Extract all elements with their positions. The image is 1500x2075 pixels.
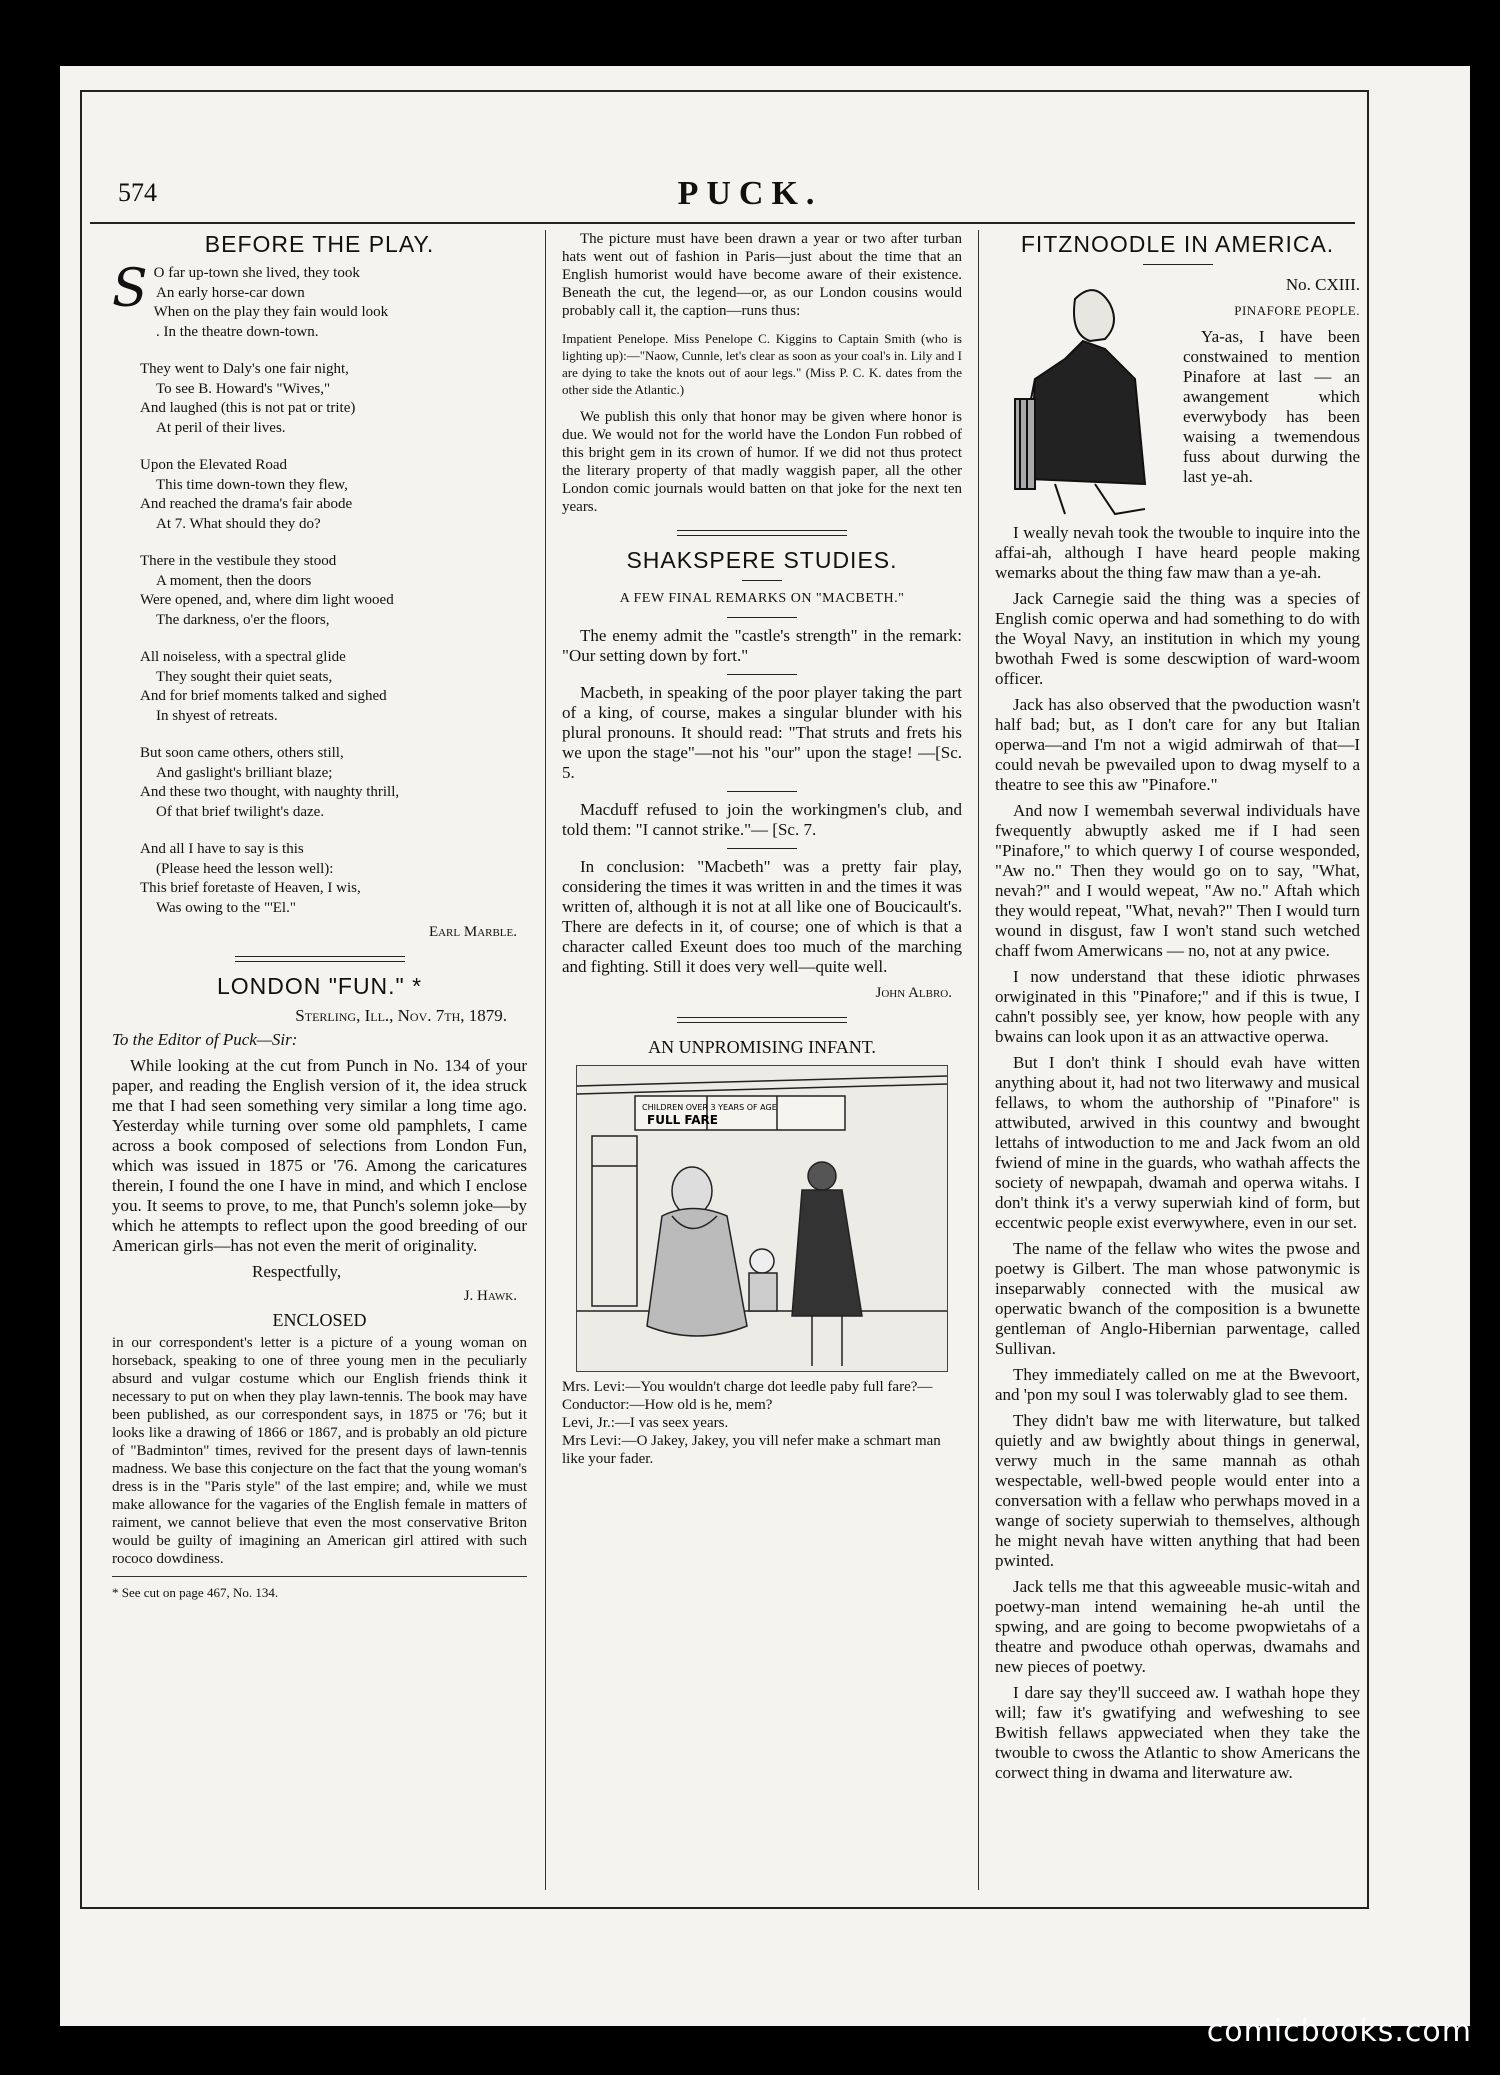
section-rule (235, 956, 405, 962)
poem-line: O far up-town she lived, they took (153, 265, 360, 281)
column-divider (545, 230, 546, 1890)
poem-signature: Earl Marble. (428, 924, 517, 940)
poem-line: All noiseless, with a spectral glide (140, 649, 346, 665)
poem-stanza (140, 648, 527, 726)
dialogue-line: Conductor:—How old is he, mem? (562, 1397, 773, 1413)
poem-line: When on the play they fain would look (153, 304, 389, 320)
poem-line: And gaslight's brilliant blaze; (156, 764, 333, 781)
poem-line: They went to Daly's one fair night, (140, 361, 349, 377)
article-paragraph: Jack tells me that this agweeable music-witah and poetwy-man intend wemaining he-ah until the spwing, and are going to become pwopwietahs of a theatre and pwoduce othah operwas, dwamahs and new pieces of poetwy. (995, 1577, 1360, 1676)
poem (112, 259, 527, 918)
right-column (995, 230, 1360, 1789)
poem-line: There in the vestibule they stood (140, 553, 337, 569)
poem-stanza (140, 456, 527, 534)
poem-line: . In the theatre down-town. (156, 323, 319, 340)
left-column (112, 230, 527, 1603)
poem-stanza (140, 552, 527, 630)
poem-line: And these two thought, with naughty thrill, (140, 784, 400, 800)
poem-line: Were opened, and, where dim light wooed (140, 592, 394, 608)
poem-line: And all I have to say is this (140, 841, 304, 857)
watermark: comicbooks.com (1206, 2014, 1472, 2049)
poem-line: At 7. What should they do? (156, 515, 321, 532)
poem-stanza (140, 840, 527, 918)
poem-line: Of that brief twilight's daze. (156, 803, 325, 820)
poem-line: A moment, then the doors (156, 572, 312, 589)
poem-line: Upon the Elevated Road (140, 457, 288, 473)
poem-line: (Please heed the lesson well): (156, 860, 334, 877)
cartoon-title: AN UNPROMISING INFANT. (648, 1037, 876, 1057)
poem-line: Was owing to the "'El." (156, 899, 296, 916)
fitznoodle-portrait-illustration (995, 279, 1175, 519)
shakspere-remark: Macduff refused to join the workingmen's club, and told them: "I cannot strike."— [Sc. 7. (562, 800, 962, 839)
rule (727, 674, 797, 675)
poem-line: And laughed (this is not pat or trite) (140, 400, 356, 416)
letter-body: While looking at the cut from Punch in No. 134 of your paper, and reading the English version of it, the idea struck me that I had seen something very similar a long time ago. Yesterday while turning over some old pamphlets, I came across a book composed of selections from London Fun, which was issued in 1875 or '76. Among the caricatures therein, I found the one I have in mind, and which I enclose you. It seems to prove, to me, that Punch's solemn joke—by which he attempts to reflect upon the good breeding of our American girls—has not even the merit of originality. (112, 1056, 527, 1255)
poem-line: This time down-town they flew, (156, 476, 348, 493)
article-paragraph: I now understand that these idiotic phrwases orwiginated in this "Pinafore;" and if this is twue, I cahn't possibly see, yer know, how people with any bwains can look upon it as an attwactive operwa. (995, 967, 1360, 1046)
rule (727, 848, 797, 849)
header-rule (90, 222, 1355, 224)
rule (727, 791, 797, 792)
dialogue-line: Mrs. Levi:—You wouldn't charge dot leedle paby full fare?— (562, 1379, 933, 1395)
quoted-caption: Impatient Penelope. Miss Penelope C. Kiggins to Captain Smith (who is lighting up):—"Naow, Cunnle, let's clear as soon as your coal's in. Lily and I are dying to take the knots out of aour legs." (Miss P. C. K. dates from the other side the Atlantic.) (562, 331, 962, 397)
drop-cap: S (112, 259, 148, 319)
article-title: LONDON "FUN." * (216, 973, 423, 999)
article-subtitle: A FEW FINAL REMARKS ON "MACBETH." (619, 591, 905, 606)
article-paragraph: They didn't baw me with literwature, but talked quietly and aw bwightly about things in generwal, verwy much in the same mannah as othah wespectable, well-bwed people would enter into a conversation with a fellaw who perwhaps moved in a wange of society superwiah to themselves, although he might nevah have witten anything that had been pwinted. (995, 1411, 1360, 1570)
enclosed-heading: ENCLOSED (272, 1310, 367, 1330)
streetcar-cartoon-illustration (576, 1065, 948, 1372)
enclosed-body: in our correspondent's letter is a picture of a young woman on horseback, speaking to one of three young men in the peculiarly absurd and vulgar costume which our English friends think it necessary to put on when they play lawn-tennis. The book may have been published, as our correspondent says, in 1875 or '76; but it looks like a drawing of 1866 or 1867, and is probably an old picture of "Badminton" times, revived for the present days of lawn-tennis madness. We base this conjecture on the fact that the young woman's dress is in the "Paris style" of the last empire; and, while we must make allowance for the vagaries of the English female in matters of raiment, we cannot believe that even the most conservative Briton would be guilty of imagining an American girl attired with such rococo dowdiness. (112, 1335, 527, 1567)
article-paragraph: And now I wemembah severwal individuals have fwequently abwuptly asked me if I had seen "Pinafore," to which querwy I of course wesponded, "Aw no." Then they would go on to say, "What, nevah?" and I would wepeat, "Aw no." Aftah which they would repeat, "What, nevah?" Then I would turn wound in disgust, faw I won't stand such wetched chaff fwom Amerwicans — no, not at any pwice. (995, 801, 1360, 960)
section-rule (677, 530, 847, 536)
shakspere-remark: The enemy admit the "castle's strength" in the remark: "Our setting down by fort." (562, 626, 962, 665)
article-paragraph: Jack Carnegie said the thing was a species of English comic operwa and had something to do with the Woyal Navy, an institution in which my young bwothah Fwed is some descwiption of ward-woom officer. (995, 589, 1360, 688)
column-divider (978, 230, 979, 1890)
footnote: * See cut on page 467, No. 134. (112, 1576, 527, 1603)
poem-line: In shyest of retreats. (156, 707, 278, 724)
poem-stanza (140, 360, 527, 438)
poem-title: BEFORE THE PLAY. (204, 231, 435, 257)
salutation: To the Editor of Puck—Sir: (112, 1030, 298, 1049)
poem-line: And reached the drama's fair abode (140, 496, 353, 512)
publish-paragraph: We publish this only that honor may be given where honor is due. We would not for the world have the London Fun robbed of this bright gem in its crown of humor. If we did not thus protect the literary property of that madly waggish paper, all the other London comic journals would batten on that joke for the next ten years. (562, 409, 962, 515)
poem-line: But soon came others, others still, (140, 745, 344, 761)
shakspere-remark: Macbeth, in speaking of the poor player taking the part of a king, of course, makes a singular blunder with his plural pronouns. It should read: "That struts and frets his we upon the stage"—not his "our" upon the stage! —[Sc. 5. (562, 683, 962, 782)
article-paragraph: I dare say they'll succeed aw. I wathah hope they will; faw it's gwatifying and wefweshing to see Bwitish fellaws appweciated when they take the twouble to cwoss the Atlantic to show Americans the corwect thing in dwama and literwature aw. (995, 1683, 1360, 1782)
poem-line: And for brief moments talked and sighed (140, 688, 387, 704)
poem-line: This brief foretaste of Heaven, I wis, (140, 880, 361, 896)
poem-line: To see B. Howard's "Wives," (156, 380, 331, 397)
poem-line: The darkness, o'er the floors, (156, 611, 330, 628)
poem-line: At peril of their lives. (156, 419, 286, 436)
article-paragraph: Ya-as, I have been constwained to mention Pinafore at last — an awangement which everwybody has been waising a twemendous fuss about durwing the last ye-ah. (1183, 327, 1360, 486)
car-sign: CHILDREN OVER 3 YEARS OF AGE (642, 1103, 777, 1112)
masthead: PUCK. (677, 175, 823, 212)
page-number: 574 (118, 178, 157, 207)
shakspere-remark: In conclusion: "Macbeth" was a pretty fair play, considering the times it was written in and the times it was written of, although it is not at all like one of Boucicault's. There are defects in it, of course; one of which is that a character called Exeunt does too much of the marching and fighting. Still it does very well—quite well. (562, 857, 962, 976)
article-paragraph: But I don't think I should evah have witten anything about it, had not two literwawy and musical fellaws, to whom the authorship of "Pinafore" is attwibuted, arwived in this countwy and bwought lettahs of intwoduction to me and Jack fwom an old fwiend of mine in the guards, who wathah affects the society of newpapah, dwamah and operwa witahs. I don't think it's a verwy superwiah kind of form, but eccentwic people exist everwywhere, even in our set. (995, 1053, 1360, 1232)
rule (1143, 264, 1213, 265)
installment-subtitle: PINAFORE PEOPLE. (1234, 303, 1360, 318)
rule (727, 617, 797, 618)
closing: Respectfully, (252, 1262, 342, 1281)
shakspere-signature: John Albro. (875, 985, 952, 1001)
article-paragraph: The name of the fellaw who wites the pwose and poetwy is Gilbert. The man whose patwonymic is inseparwably connected with the musical aw operwatic bwanch of the composition is a bwunette gentleman of Anglo-Hibernian parwentage, called Sullivan. (995, 1239, 1360, 1358)
cartoon-dialogue (562, 1378, 962, 1468)
article-paragraph: I weally nevah took the twouble to inquire into the affai-ah, although I have heard people making wemarks about the thing faw maw than a ye-ah. (995, 523, 1360, 582)
dialogue-line: Levi, Jr.:—I vas seex years. (562, 1415, 729, 1431)
poem-stanza (112, 259, 527, 342)
article-title: FITZNOODLE IN AMERICA. (1020, 231, 1335, 257)
poem-line: An early horse-car down (156, 284, 305, 301)
dialogue-line: Mrs Levi:—O Jakey, Jakey, you vill nefer make a schmart man like your fader. (562, 1433, 941, 1467)
letter-signature: J. Hawk. (463, 1288, 517, 1304)
poem-stanza (140, 744, 527, 822)
poem-line: They sought their quiet seats, (156, 668, 333, 685)
article-paragraph: They immediately called on me at the Bwevoort, and 'pon my soul I was tolerwably glad to see them. (995, 1365, 1360, 1404)
article-paragraph: Jack has also observed that the pwoduction wasn't half bad; but, as I don't care for any but Italian operwa—and I'm not a wigid admirwah of that—I could nevah be pwevailed upon to dwag myself to a theatre to see this aw "Pinafore." (995, 695, 1360, 794)
installment-number: No. CXIII. (1285, 275, 1360, 294)
car-sign: FULL FARE (647, 1113, 718, 1127)
middle-column (562, 230, 962, 1468)
dateline: Sterling, Ill., Nov. 7th, 1879. (295, 1006, 507, 1025)
rule (742, 580, 782, 581)
section-rule (677, 1017, 847, 1023)
article-title: SHAKSPERE STUDIES. (626, 547, 898, 573)
intro-paragraph: The picture must have been drawn a year or two after turban hats went out of fashion in Paris—just about the time that an English humorist would have become aware of their existence. Beneath the cut, the legend—or, as our London cousins would probably call it, the caption—runs thus: (562, 231, 962, 319)
